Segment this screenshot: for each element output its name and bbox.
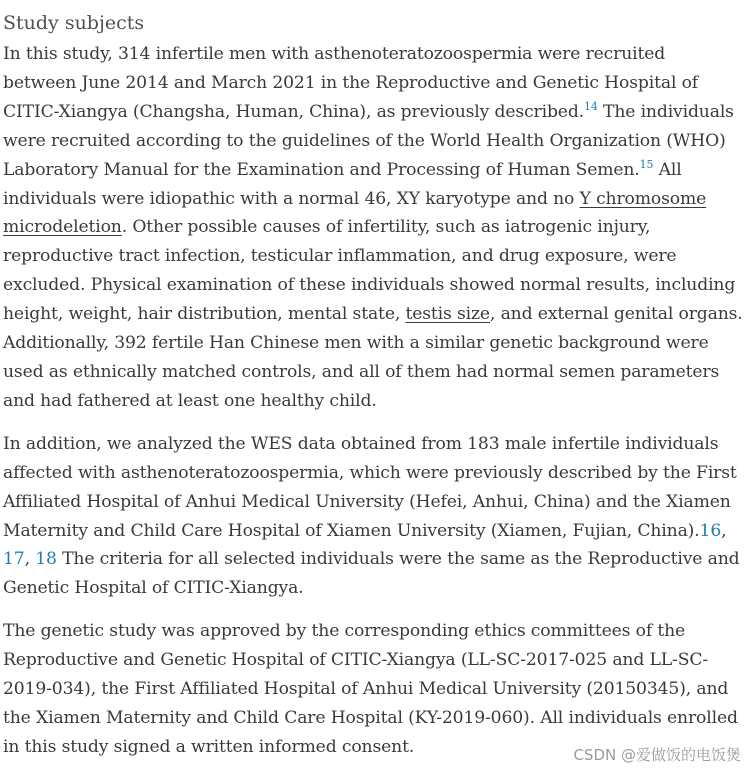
p1-text-3: All individuals were idiopathic with a normal 46, XY karyotype and no: [3, 159, 682, 209]
paragraph-1: [3, 40, 743, 416]
paragraph-2: [3, 430, 743, 603]
p1-text-5: , and external genital organs. Additionally, 392 fertile Han Chinese men with a similar genetic background were used as ethnically matched controls, and all of them had normal semen parameters and had fathered at least one healthy child.: [3, 304, 743, 411]
p1-text-1: In this study, 314 infertile men with asthenoteratozoospermia were recruited between June 2014 and March 2021 in the Reproductive and Genetic Hospital of CITIC-Xiangya (Changsha, Human, China), as previously described.: [3, 44, 699, 122]
term-link-y-chromosome-microdeletion[interactable]: Y chromosome microdeletion: [3, 188, 707, 238]
ref-separator: ,: [24, 549, 36, 570]
section-title: Study subjects: [3, 12, 145, 34]
article-section: [3, 10, 743, 776]
p1-text-4: . Other possible causes of infertility, such as iatrogenic injury, reproductive tract infection, testicular inflammation, and drug exposure, were excluded. Physical examination of these individuals showed normal results, including height, weight, hair distribution, mental state,: [3, 217, 736, 325]
paragraph-3: [3, 617, 743, 762]
reference-15-link[interactable]: 15: [639, 157, 654, 171]
p1-text-2: The individuals were recruited according to the guidelines of the World Health Organization (WHO) Laboratory Manual for the Examination and Processing of Human Semen.: [3, 101, 734, 180]
term-link-testis-size[interactable]: testis size: [405, 304, 490, 325]
watermark: CSDN @爱做饭的电饭煲: [573, 746, 741, 764]
ref-separator: ,: [721, 520, 727, 541]
reference-17-link[interactable]: 17: [3, 549, 25, 570]
p3-text-1: The genetic study was approved by the corresponding ethics committees of the Reproductive and Genetic Hospital of CITIC-Xiangya (LL-SC-2017-025 and LL-SC-2019-034), the First Affiliated Hospital of Anhui Medical University (20150345), and the Xiamen Maternity and Child Care Hospital (KY-2019-060). All individuals enrolled in this study signed a written informed consent.: [3, 621, 738, 757]
p2-text-1: In addition, we analyzed the WES data obtained from 183 male infertile individuals affected with asthenoteratozoospermia, which were previously described by the First Affiliated Hospital of Anhui Medical University (Hefei, Anhui, China) and the Xiamen Maternity and Child Care Hospital of Xiamen University (Xiamen, Fujian, China).: [3, 433, 737, 541]
reference-14-link[interactable]: 14: [584, 99, 598, 113]
reference-16-link[interactable]: 16: [699, 520, 722, 541]
reference-18-link[interactable]: 18: [35, 549, 57, 570]
p2-text-2: The criteria for all selected individuals were the same as the Reproductive and Genetic Hospital of CITIC-Xiangya.: [3, 549, 740, 599]
